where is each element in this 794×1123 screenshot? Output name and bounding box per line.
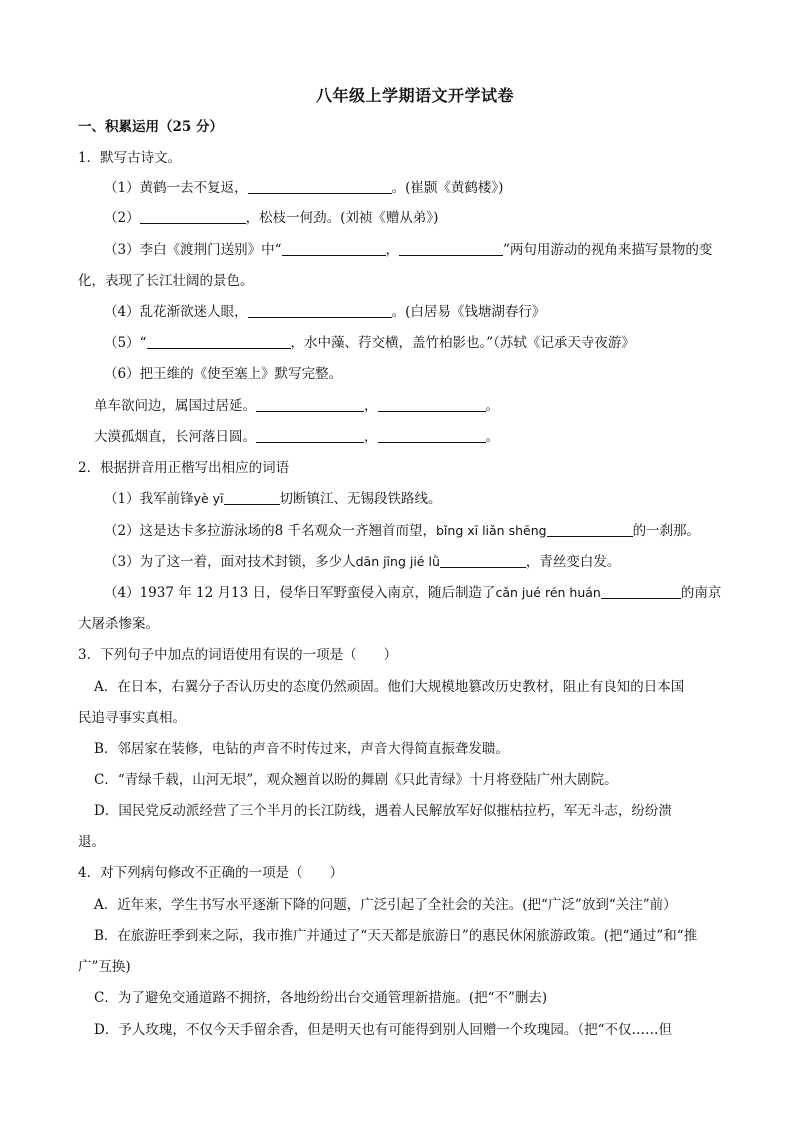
answer-blank[interactable] [256,397,364,412]
question-1-item-3: （3）李白《渡荆门送别》中“ ， ”两句用游动的视角来描写景物的变 [104,242,713,258]
pinyin: cǎn jué rén huán [495,585,601,600]
answer-blank[interactable] [224,490,280,505]
section-heading: 一、积累运用（25 分） [78,119,223,135]
question-2-item-2: （2）这是达卡多拉游泳场的8 千名观众一齐翘首而望，bǐng xī liǎn shēng 的一刹那。 [104,523,701,539]
question-1-item-6: （6）把王维的《使至塞上》默写完整。 [104,366,343,382]
pinyin: dān jīng jié lǜ [355,554,440,569]
poem-line-1: 单车欲问边，属国过居延。 ， 。 [94,398,499,414]
question-2-stem: 2．根据拼音用正楷写出相应的词语 [78,460,290,476]
question-1-item-3-cont: 化，表现了长江壮阔的景色。 [78,273,254,289]
question-3-option-a[interactable]: A．在日本，右翼分子否认历史的态度仍然顽固。他们大规模地篡改历史教材，阻止有良知的日本国 [94,679,685,695]
answer-blank[interactable] [140,209,246,224]
question-2-item-3: （3）为了这一着，面对技术封锁，多少人dān jīng jié lǜ ，青丝变白发。 [104,554,621,570]
question-1-item-4: （4）乱花渐欲迷人眼， 。(白居易《钱塘湖春行》 [104,304,546,320]
answer-blank[interactable] [378,428,486,443]
answer-blank[interactable] [399,241,503,256]
question-3-option-a-cont: 民追寻事实真相。 [78,710,186,726]
page-title: 八年级上学期语文开学试卷 [315,86,514,105]
answer-blank[interactable] [378,397,486,412]
question-3-option-d[interactable]: D．国民党反动派经营了三个半月的长江防线，遇着人民解放军好似摧枯拉朽，军无斗志，纷纷溃 [94,803,672,819]
question-4-stem: 4．对下列病句修改不正确的一项是（ ） [78,865,344,881]
answer-blank[interactable] [440,553,526,568]
question-3-option-d-cont: 退。 [78,834,105,850]
question-3-option-b[interactable]: B．邻居家在装修，电钻的声音不时传过来，声音大得简直振聋发聩。 [94,741,509,757]
question-4-option-b-cont: 广”互换) [78,959,131,975]
question-2-item-1: （1）我军前锋yè yī 切断镇江、无锡段铁路线。 [104,491,442,507]
question-4-option-a[interactable]: A．近年来，学生书写水平逐渐下降的问题，广泛引起了全社会的关注。(把“广泛”放到“关注”前） [94,897,677,913]
question-1-item-1: （1）黄鹤一去不复返， 。(崔颢《黄鹤楼》) [104,180,504,196]
question-3-option-c[interactable]: C．“青绿千载，山河无垠”，观众翘首以盼的舞剧《只此青绿》十月将登陆广州大剧院。 [94,772,618,788]
question-3-stem: 3．下列句子中加点的词语使用有误的一项是（ ） [78,647,398,663]
question-1-stem: 1．默写古诗文。 [78,150,182,166]
question-2-item-4-cont: 大屠杀惨案。 [78,616,159,632]
question-1-item-5: （5）“ ，水中藻、荇交横，盖竹柏影也。”（苏轼《记承天寺夜游》 [104,335,635,351]
answer-blank[interactable] [601,584,681,599]
question-1-item-2: （2） ，松枝一何劲。(刘祯《赠从弟》) [104,210,439,226]
answer-blank[interactable] [248,303,392,318]
question-4-option-b[interactable]: B．在旅游旺季到来之际，我市推广并通过了“天天都是旅游日”的惠民休闲旅游政策。(把“通过”和“推 [94,928,698,944]
answer-blank[interactable] [547,522,633,537]
question-4-option-d[interactable]: D．予人玫瑰，不仅今天手留余香，但是明天也有可能得到别人回赠一个玫瑰园。（把“不仅……但 [94,1022,672,1038]
pinyin: yè yī [193,491,224,506]
answer-blank[interactable] [256,428,364,443]
answer-blank[interactable] [147,334,291,349]
question-4-option-c[interactable]: C．为了避免交通道路不拥挤，各地纷纷出台交通管理新措施。(把“不”删去) [94,990,548,1006]
question-2-item-4: （4）1937 年 12 月13 日，侵华日军野蛮侵入南京，随后制造了cǎn jué rén huán 的南京 [104,585,722,601]
answer-blank[interactable] [248,179,392,194]
pinyin: bǐng xī liǎn shēng [435,523,547,538]
poem-line-2: 大漠孤烟直，长河落日圆。 ， 。 [94,429,499,445]
answer-blank[interactable] [282,241,386,256]
